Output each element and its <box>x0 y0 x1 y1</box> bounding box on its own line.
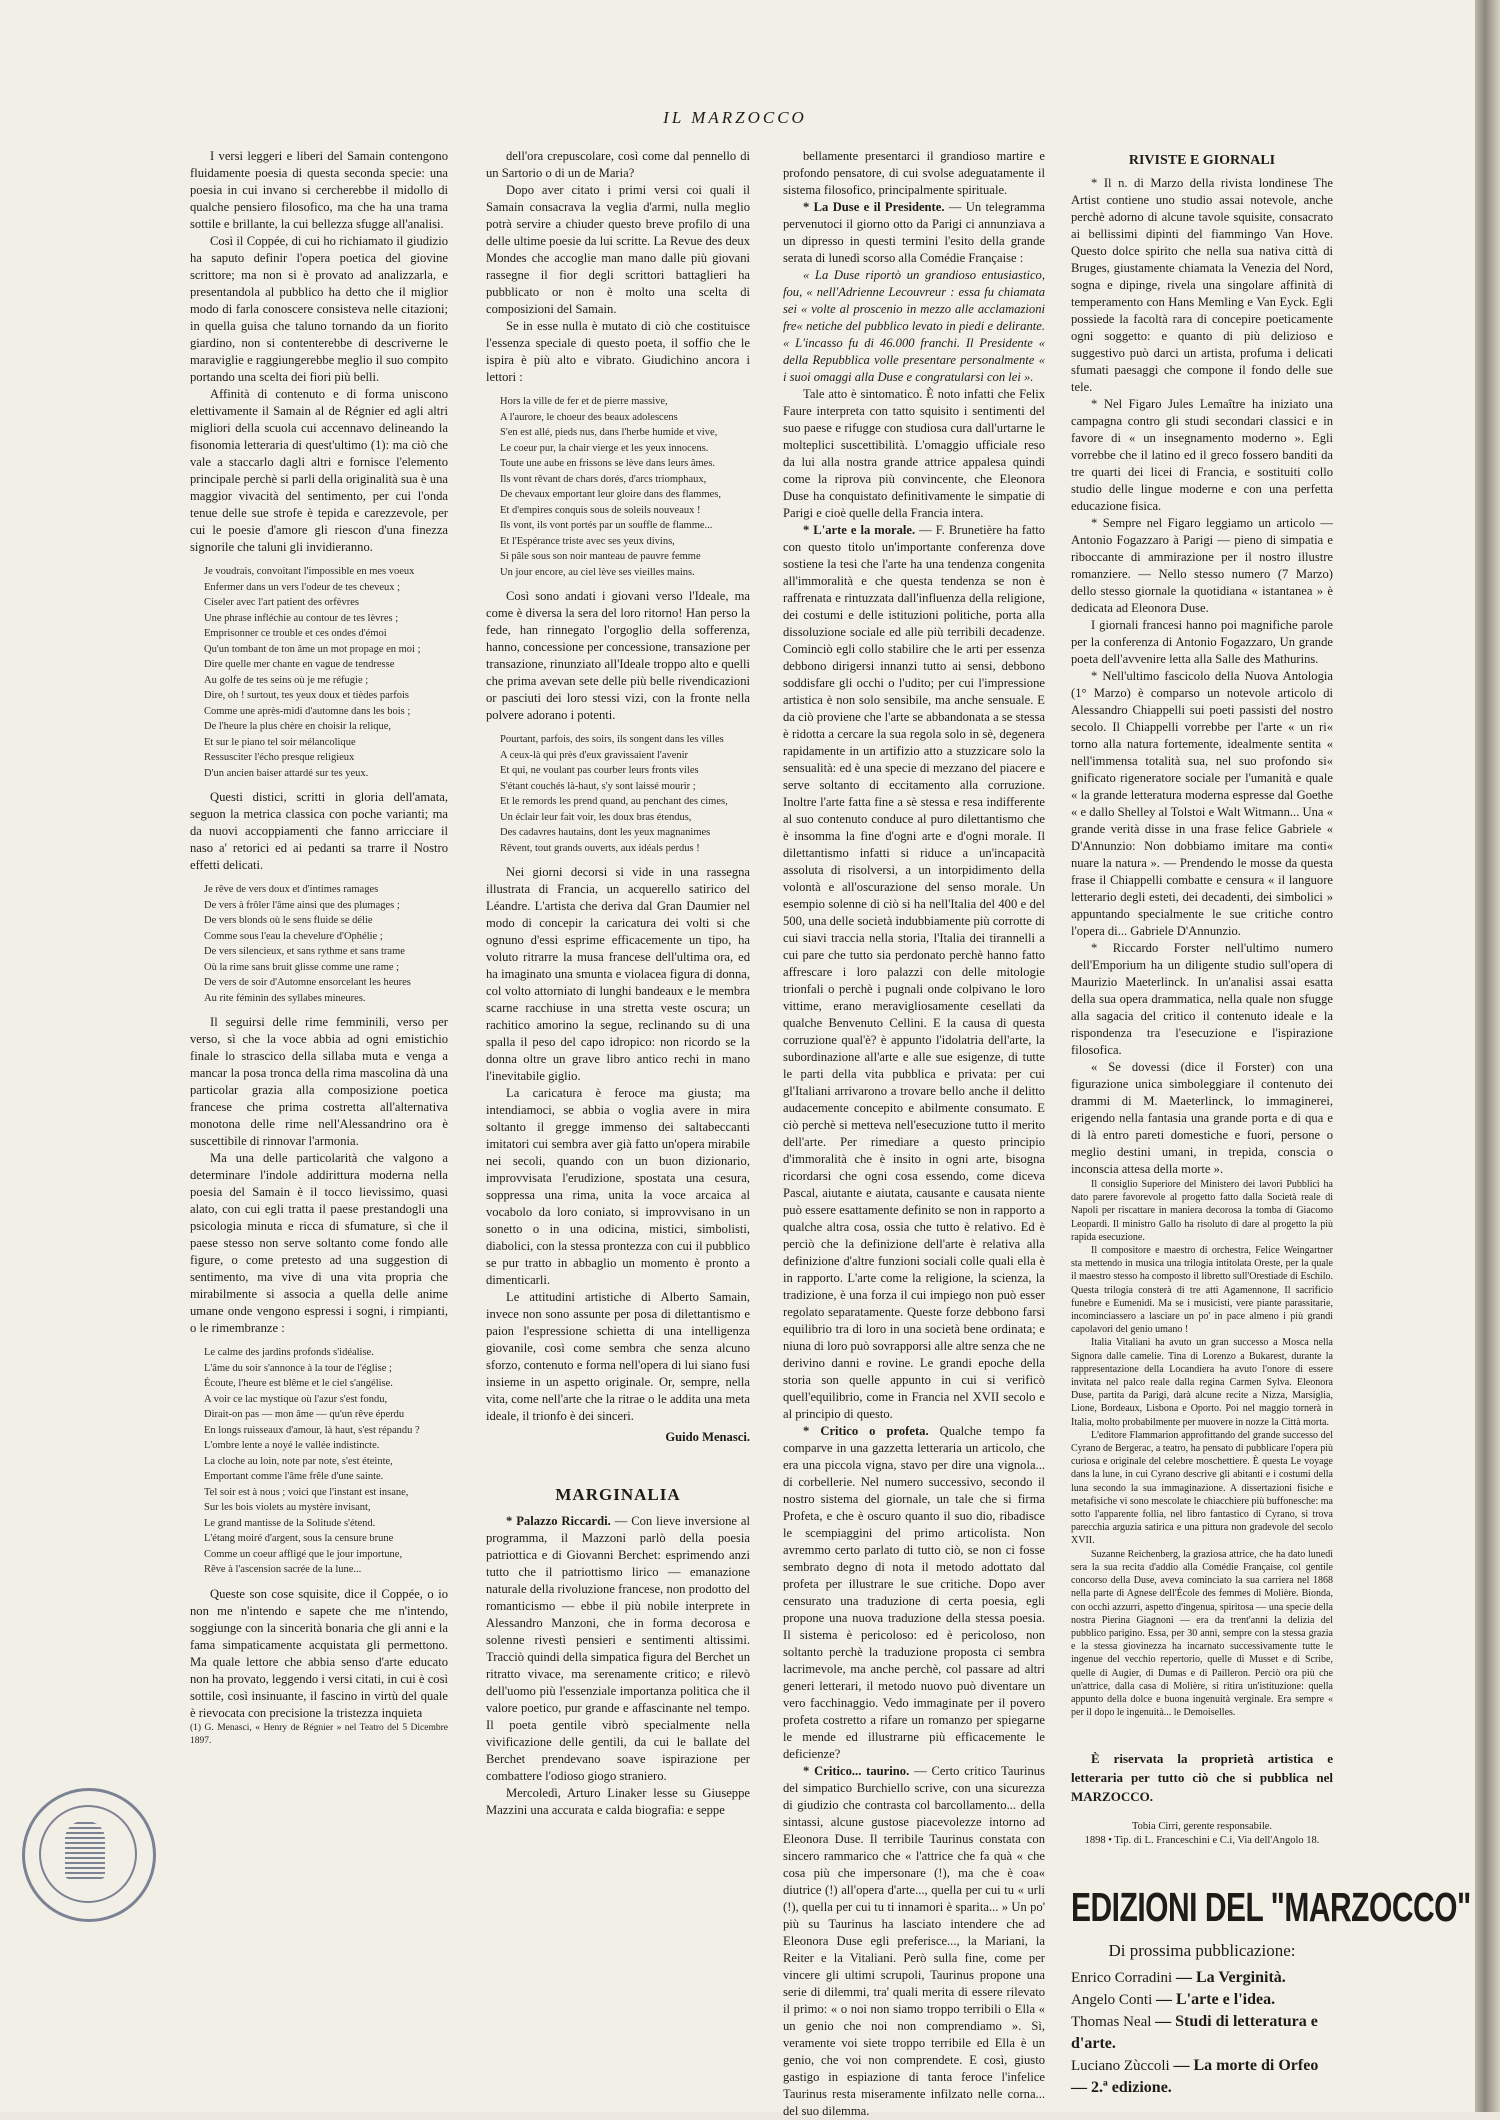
verse-line: Comme une après-midi d'automne dans les bois ; <box>204 705 411 717</box>
paragraph: bellamente presentarci il grandioso martire e profondo pensatore, di cui svolse adeguatamente il sistema filosofico, principalmente spirituale. <box>783 149 1045 197</box>
verse-line: Je voudrais, convoitant l'impossible en mes voeux <box>204 566 415 577</box>
advertisement-subtitle: Di prossima pubblicazione: <box>1108 1941 1296 1961</box>
section-title-marginalia: MARGINALIA <box>555 1485 681 1504</box>
paragraph: Così il Coppée, di cui ho richiamato il giudizio ha saputo definir l'opera poetica del giovine scrittore; ma non si è provato ad analizzarla, e presentandola al pubblico ha detto che il miglior modo di farla conoscere consisteva nelle citazioni; in quella guisa che taluno tornando da un fiorito giardino, non si contenterebbe di descriverne le maraviglie e raggiungerebbe meglio il suo compito portando una scelta dei fiori più belli. <box>190 234 448 384</box>
verse-line: L'âme du soir s'annonce à la tour de l'église ; <box>204 1362 392 1374</box>
verse-block <box>204 564 448 781</box>
verse-line: Enfermer dans un vers l'odeur de tes cheveux ; <box>204 581 401 593</box>
verse-line: Et le remords les prend quand, au penchant des cimes, <box>500 796 728 807</box>
brief: Italia Vitaliani ha avuto un gran successo a Mosca nella Signora dalle camelie. Tina di Lorenzo a Bukarest, durante la rappresentazione della Locandiera ha avuto l'onore di essere invitata nel palco reale dalla regina Carmen Sylva. Eleonora Duse, partita da Parigi, darà alcune recite a Nizza, Marsiglia, Lione, Bordeaux, Lisbona e Oporto. Poi nel maggio tornerà in Italia, molto probabilmente per muovere in nozze la Città morta. <box>1071 1337 1333 1428</box>
paragraph: I giornali francesi hanno poi magnifiche parole per la conferenza di Antonio Fogazzaro, Un grande poeta dell'avvenire letta alla Salle des Mathurins. <box>1071 618 1333 666</box>
verse-line: Si pâle sous son noir manteau de pauvre femme <box>500 551 701 562</box>
verse-line: Pourtant, parfois, des soirs, ils songent dans les villes <box>500 734 724 745</box>
verse-line: Comme un coeur affligé que le jour importune, <box>204 1548 403 1560</box>
verse-block <box>204 1345 448 1578</box>
rubric-heading: * L'arte e la morale. <box>803 523 916 537</box>
library-stamp-icon <box>22 1788 156 1922</box>
rubric-item <box>783 1423 1045 1763</box>
verse-line: L'ombre lente a noyé le vallée indistincte. <box>204 1440 380 1451</box>
ad-work: — L'arte e l'idea. <box>1156 1991 1276 2009</box>
paragraph: Le attitudini artistiche di Alberto Samain, invece non sono assunte per posa di dilettantismo e paion l'espressione schietta di una intelligenza giovanile, così come sembra che senza alcuno sforzo, contenuto e forma nell'opera di lui siano fusi insieme in un aspetto originale. Or, sempre, nella vita, come nell'arte che la ritrae o le addita una meta ideale, il trionfo è dei sinceri. <box>486 1290 750 1423</box>
verse-line: Rêvent, tout grands ouverts, aux idéals perdus ! <box>500 842 700 854</box>
ad-author: Luciano Zùccoli <box>1071 2058 1170 2075</box>
verse-line: A voir ce lac mystique où l'azur s'est fondu, <box>204 1393 388 1405</box>
rubric-text: — Certo critico Taurinus del simpatico Burchiello scrive, con una sicurezza di giudizio che contrasta col barcollamento... della sintassi, alcune gustose piacevolezze intorno ad Eleonora Duse. Il terribile Taurinus constata con sincero rammarico che « l'attrice che fa quà « che cosa più che impersonare (!), ma che è coa« diutrice (!) all'opera d'arte..., quella per cui tu « urli (!), quella per cui tu ti innamori è sparita... » Un po' più su Taurinus ha lasciato intendere che ad Eleonora Duse egli preferisce..., la Mariani, la Reiter e la Vitaliani. Però sulla fine, come per vincere gli ultimi scrupoli, Taurinus propone una serie di dilemmi, tra' quali merita di essere rilevato il primo: « o noi non siamo troppo terribili o Ella « un genio che noi non comprendiamo ». Sì, veramente voi siete troppo terribile ed Ella è un genio, che voi non comprendete. E così, giusto gastigo in espiazione di tanta feroce l'infelice Taurinus resta miseramente infilzato nelle corna... del suo dilemma. <box>783 1764 1045 2118</box>
rubric-text: Qualche tempo fa comparve in una gazzetta letteraria un articolo, che era una piccola vigna, stavo per dire una vignola... di corbellerie. Nel numero successivo, secondo il nostro sistema del giornale, un tale che si firma Profeta, e che è oscuro quanto il suo dio, ribadisce le scempiaggini del primo articolista. Non avremmo certo parlato di tutto ciò, se non ci fosse sembrato degno di nota il metodo adottato dal profeta per illustrare le sue critiche. Dopo aver censurato una traduzione di certa poesia, egli propone una nuova traduzione della stessa poesia. Il sistema è pericoloso: ed è pericoloso, non soltanto perchè la traduzione proposta ci sembra lacrimevole, ma anche perchè, col passare ad altri generi letterari, il metodo nuovo può diventare un vero facchinaggio. Vedo immaginate per il povero profeta costretto a rifare un romanzo per spiegarne le mende ed illustrarne più efficacemente le deficienze? <box>783 1424 1045 1761</box>
verse-line: L'étang moiré d'argent, sous la censure brune <box>204 1533 394 1544</box>
verse-line: De vers silencieux, et sans rythme et sans trame <box>204 946 405 957</box>
verse-line: Emprisonner ce trouble et ces ondes d'émoi <box>204 628 387 639</box>
rubric-text: — Un telegramma pervenutoci il giorno otto da Parigi ci annunziava a un dipresso in questi termini l'esito della grande serata di lunedì scorso alla Comédie Française : <box>783 200 1045 265</box>
paragraph: Se in esse nulla è mutato di ciò che costituisce l'essenza speciale di questo poeta, il soffio che le ispira è più alto e vibrato. Giudichino ancora i lettori : <box>486 319 750 384</box>
paragraph: « Se dovessi (dice il Forster) con una figurazione unica simboleggiare il contenuto dei drammi di M. Maeterlinck, lo immaginerei, erigendo nella fantasia una grande porta e di qua e di là entro pareti domestiche e fuori, persone o meglio destini umani, in trepida, conscia o inconscia attesa della morte ». <box>1071 1060 1333 1176</box>
section-title-riviste: RIVISTE E GIORNALI <box>1128 153 1276 168</box>
rubric-text: — F. Brunetière ha fatto con questo titolo un'importante conferenza dove sostiene la tesi che l'arte ha una tendenza congenita all'immoralità e che questa tendenza se non è raffrenata e rintuzzata dall'influenza della religione, dei costumi e delle istituzioni politiche, porta alla dissoluzione sociale ed alle più terribili decadenze. Cominciò egli collo stabilire che le arti per essenza debbono dirigersi innanzi tutto ai sensi, debbono soddisfare gli occhi o l'udito; per cui l'impressione artistica è non solo sensibile, ma anche sensuale. E da ciò proviene che l'arte se abbandonata a se stessa è ridotta a cercare la sua regola solo in sè, degenera rapidamente in un artifizio atto a stuzzicare solo la sensualità: ed è una specie di mezzano del piacere e serve soltanto di eccitamento alla corruzione. Inoltre l'arte fatta fine a sè stessa e resa indifferente al suo contenuto conduce al puro dilettantismo che è insomma la fine d'ogni arte e d'ogni morale. Il dilettantismo infatti si riduce a un'incapacità assoluta di risolversi, a un intorpidimento della volontà e all'oscurazione del senso morale. Un esempio solenne di ciò si ha nell'Italia del 400 e del 500, una delle società indubbiamente più corrotte di cui siavi traccia nella storia, l'Italia dei tirannelli a cui pare che tutto sia perdonato perchè hanno fatto affrescare i loro palazzi con delle mitologie trionfali o perchè i pugnali onde colpivano le loro vittime, erano meravigliosamente cesellati da qualche Benvenuto Cellini. E la causa di questa corruzione qual'è? è appunto l'idolatria dell'arte, la subordinazione all'arte e alle sue esigenze, di tutte le parti della vita pubblica e privata: per cui gl'Italiani arrivarono a trovare bello anche il delitto audacemente concepito e abilmente consumato. E ciò perchè si metteva nell'esecuzione tutto il merito dell'arte. Per rimediare a questo principio d'immoralità che è insito in ogni arte, bisogna ricordarsi che ogni cosa essendo, come diceva Pascal, aiutante e aiutata, causante e causata niente può essere esattamente definito se non in rapporto a qualche altra cosa, ossia che tutto è relativo. Ed è perciò che la definizione dell'arte è relativa alla definizione d'altre funzioni sociali colle quali ella è in rapporto. L'arte come la religione, la scienza, la tradizione, è una forza il cui impiego non può esser regolato separatamente. Queste forze debbono farsi equilibrio tra di loro in una società bene ordinata; e niuna di loro può sovrapporsi alle altre senza che ne derivino danni e rovine. Le grandi epoche della storia son quelle appunto in cui si verificò quell'equilibrio, come in Francia nel XVII secolo e al principio di questo. <box>783 523 1045 1421</box>
verse-line: Et l'Espérance triste avec ses yeux divins, <box>500 535 675 547</box>
verse-line: Hors la ville de fer et de pierre massive, <box>500 396 668 407</box>
copyright-notice <box>1071 1749 1333 1806</box>
verse-line: Au rite féminin des syllabes mineures. <box>204 992 366 1004</box>
paragraph: dell'ora crepuscolare, così come dal pennello di un Sartorio o di un de Maria? <box>486 149 750 180</box>
ad-item <box>1071 2011 1333 2055</box>
verse-line: Tel soir est à nous ; voici que l'instant est insane, <box>204 1486 409 1498</box>
verse-line: En longs ruisseaux d'amour, là haut, s'est répandu ? <box>204 1424 420 1436</box>
column-3 <box>783 148 1045 2118</box>
paragraph: Ma una delle particolarità che valgono a determinare l'indole addirittura moderna nella poesia del Samain è il tocco lievissimo, quasi alato, con cui egli tratta il paese prestandogli una psicologia minuta e ricca di sfumature, sì che il paese stesso non serve soltanto come fondo alle figure, o come pretesto ad una suggestion di sentimento, ma vive di una vita propria che mirabilmente si associa a quella delle anime umane onde vengono espressi i sogni, i rimpianti, o le rimembranze : <box>190 1151 448 1335</box>
rubric-item <box>783 522 1045 1423</box>
notice-text: È riservata la proprietà artistica e letteraria per tutto ciò che si pubblica nel MARZOCCO. <box>1071 1751 1333 1805</box>
verse-line: D'un ancien baiser attardé sur tes yeux. <box>204 767 369 779</box>
printer-line: 1898 • Tip. di L. Franceschini e C.i, Via dell'Angolo 18. <box>1084 1835 1320 1847</box>
paragraph: Affinità di contenuto e di forma uniscono elettivamente il Samain al de Régnier ed agli altri migliori della scuola cui accennavo delineando la fisonomia letteraria di quest'ultimo (1): ma ciò che vale a staccarlo dagli altri e fornisce l'elemento principale perchè si parli della originalità sua è una maggior vivacità del sentimento, per cui l'onda tenue delle sue strofe è tepida e carezzevole, per cui le poesie d'amore gli riescon d'una finezza signorile che taluni gli invidieranno. <box>190 387 448 554</box>
paragraph: Tale atto è sintomatico. È noto infatti che Felix Faure interpreta con tatto squisito i sentimenti del suo paese e rifugge con studiosa cura dall'urtarne le molteplici suscettibilità. L'omaggio ufficiale reso da lui alla nostra grande attrice appalesa quindi come la riprova più convincente, che Eleonora Duse ha conquistato definitivamente le simpatie di Parigi e cioè quelle della Francia intera. <box>783 387 1045 520</box>
verse-line: Des cadavres hautains, dont les yeux magnanimes <box>500 827 711 838</box>
column-4 <box>1071 148 1471 2097</box>
ad-item <box>1071 2055 1333 2099</box>
verse-line: Le coeur pur, la chair vierge et les yeux innocens. <box>500 442 709 454</box>
verse-line: Écoute, l'heure est blême et le ciel s'angélise. <box>204 1378 393 1389</box>
column-2 <box>486 148 750 1933</box>
news-briefs <box>1071 1178 1333 1719</box>
verse-line: De vers de soir d'Automne ensorcelant les heures <box>204 977 411 988</box>
verse-line: Un jour encore, au ciel lève ses vieilles mains. <box>500 566 695 578</box>
rubric-item <box>486 1513 750 1785</box>
verse-line: Le grand mantisse de la Solitude s'étend. <box>204 1517 376 1529</box>
verse-line: S'en est allé, pieds nus, dans l'herbe humide et vive, <box>500 427 718 438</box>
verse-line: Dire, oh ! surtout, tes yeux doux et tièdes parfois <box>204 690 409 701</box>
verse-line: A ceux-là qui près d'eux gravissaient l'avenir <box>500 749 689 761</box>
ad-item <box>1071 1967 1333 1989</box>
paragraph: La caricatura è feroce ma giusta; ma intendiamoci, se abbia o voglia avere in mira soltanto il gregge immenso dei saltabeccanti imitatori cui sembra aver già fatto un'opera mirabile nei secoli, quando con un buon dizionario, improvvisata l'erudizione, spostata una cesura, soppressa una rima, unita la voce arcaica al vocabolo da loro coniato, si improvvisano in un sonetto o in una odicina, mistici, simbolisti, diabolici, con la stessa prontezza con cui il pubblico se pur tratto in abbaglio un momento è pronto a dimenticarli. <box>486 1086 750 1287</box>
verse-line: Emportant comme l'âme frêle d'une sainte. <box>204 1471 384 1482</box>
verse-line: Ils vont, ils vont portés par un souffle de flamme... <box>500 520 713 531</box>
verse-line: Toute une aube en frissons se lève dans leurs âmes. <box>500 458 716 469</box>
verse-line: Dirait-on pas — mon âme — qu'un rêve éperdu <box>204 1409 405 1420</box>
paragraph: * Nel Figaro Jules Lemaître ha iniziato una campagna contro gli studi secondari classici e in favore di « un insegnamento moderno ». Egli vorrebbe che il latino ed il greco fossero banditi da tre quarti dei licei di Francia, e sostituiti collo studio delle lingue moderne e con una perfetta educazione fisica. <box>1071 397 1333 513</box>
paragraph: * Il n. di Marzo della rivista londinese The Artist contiene uno studio assai notevole, anche perchè adorno di alcune tavole squisite, consacrato ai bellissimi dipinti del fiammingo Van Hove. Questo dolce spirito che nella sua nativa città di Bruges, giustamente chiamata la Venezia del Nord, sogna e dipinge, rivela una singolare affinità di temperamento con Hans Memling e Van Eyck. Egli possiede la facoltà rara di concepire poeticamente ogni soggetto: e quanto di più delizioso e suggestivo può darci un artista, profuma i delicati sfumati paesaggi che compone il fondo delle sue tele. <box>1071 176 1333 394</box>
verse-line: De chevaux emportant leur gloire dans des flammes, <box>500 489 722 500</box>
rubric-item <box>783 1763 1045 2120</box>
paragraph: Questi distici, scritti in gloria dell'amata, seguon la metrica classica con poche varianti; ma da nuovi accoppiamenti che fanno arricciare il naso a' retorici ed ai pedanti sa trarre il Nostro effetti delicati. <box>190 790 448 872</box>
footnote: (1) G. Menasci, « Henry de Régnier » nel Teatro del 5 Dicembre 1897. <box>190 1722 448 1746</box>
verse-line: De vers à frôler l'âme ainsi que des plumages ; <box>204 899 400 911</box>
brief: Suzanne Reichenberg, la graziosa attrice, che ha dato lunedì sera la sua recita d'addio alla Comédie Française, col gentile concorso della Duse, aveva cominciato la sua carriera nel 1868 nella parte di Agnese dell'École des femmes di Molière. Bionda, con occhi azzurri, aspetto d'ingenua, spiritosa — una specie della nostra Pierina Giagnoni — era da trent'anni la delizia del pubblico parigino. Essa, per 30 anni, sempre con la stessa grazia e la stessa giovinezza ha incarnato successivamente tutte le ingenue del vecchio repertorio, quelle di Musset e di Scribe, quelle di Augier, di Dumas e di Pailleron. Perciò ora più che un'attrice, dalla casa di Molière, si ritira un'istituzione: quella appunto della dolce e buona ingenuità verginale. Era sempre « per il dopo le ingenuità... le Demoiselles. <box>1071 1548 1333 1719</box>
column-1 <box>190 148 448 1923</box>
brief: Il consiglio Superiore del Ministero dei lavori Pubblici ha dato parere favorevole al progetto fatto dalla Società reale di Napoli per riscattare in maniera decorosa la tomba di Giacomo Leopardi. Il ministro Gallo ha risoluto di dare al progetto la più rapida esecuzione. <box>1071 1179 1333 1243</box>
verse-line: S'étant couchés là-haut, s'y sont laissé mourir ; <box>500 780 696 792</box>
verse-line: De vers blonds où le sens fluide se délie <box>204 915 373 926</box>
ad-work: — La morte di Orfeo — 2.ª edizione. <box>1071 2057 1319 2097</box>
verse-line: Une phrase infléchie au contour de tes lèvres ; <box>204 612 399 624</box>
paragraph: * Riccardo Forster nell'ultimo numero dell'Emporium ha un diligente studio sull'opera di Maurizio Maeterlinck. In un'analisi assai esatta della sua opera drammatica, nella quale non sfugge alla sagacia del critico il contenuto ideale e la rispondenza tra l'esecuzione e l'ispirazione filosofica. <box>1071 941 1333 1057</box>
verse-line: Sur les bois violets au mystère invisant, <box>204 1502 371 1513</box>
verse-block <box>204 882 448 1006</box>
rubric-item <box>783 199 1045 267</box>
ad-work: — Studi di letteratura e d'arte. <box>1071 2013 1318 2053</box>
brief: Il compositore e maestro di orchestra, Felice Weingartner sta mettendo in musica una trilogia intitolata Oreste, per la quale il maestro stesso ha composto il libretto sull'Orestiade di Eschilo. Questa trilogia consterà di tre atti Agamennone, Il sacrificio funebre e Eumenidi. Ma se i musicisti, vere piante parassitarie, incominciassero a lasciare un po' in pace almeno i più grandi capolavori del genio umano ! <box>1071 1245 1333 1336</box>
verse-line: Ils vont rêvant de chars dorés, d'arcs triomphaux, <box>500 473 707 485</box>
verse-line: Dire quelle mer chante en vague de tendresse <box>204 659 395 670</box>
page-header: IL MARZOCCO <box>663 108 807 127</box>
ad-item <box>1071 1989 1333 2011</box>
verse-line: Où la rime sans bruit glisse comme une rame ; <box>204 961 400 973</box>
rubric-heading: * Critico o profeta. <box>803 1424 929 1438</box>
paragraph: Nei giorni decorsi si vide in una rassegna illustrata di Francia, un acquerello satirico del Léandre. L'artista che deriva dal Gran Daumier nel modo di concepir la caricatura dei volti si che ognuno d'essi esprime efficacemente un tipo, ha voluto ritrarre la musa francese dell'ultima ora, ed ha imaginato una smunta e violacea figura di donna, col volto attorniato di lunghi bandeaux e le membra scarne racchiuse in una stretta veste oscura; un rachitico amorino la segue, reclinando su di una spalla il peso del capo idropico: non ricordo se la donna oltre un grave libro antico rechi in mano l'inevitabile giglio. <box>486 865 750 1083</box>
paragraph: Mercoledì, Arturo Linaker lesse su Giuseppe Mazzini una accurata e calda biografia: e seppe <box>486 1786 750 1817</box>
verse-line: Comme sous l'eau la chevelure d'Ophélie ; <box>204 930 383 942</box>
verse-block <box>500 394 750 580</box>
verse-line: De l'heure la plus chère en choisir la relique, <box>204 721 392 732</box>
verse-line: A l'aurore, le choeur des beaux adolescens <box>500 411 678 423</box>
paragraph: * Nell'ultimo fascicolo della Nuova Antologia (1° Marzo) è comparso un notevole articolo di Alessandro Chiappelli sui poeti passisti del nostro secolo. Il Chiappelli vorrebbe per l'arte « un ri« torno alla natura fortemente, idealmente sentita « nell'immensa totalità sua, nel suo profondo si« gnificato rigeneratore sociale per l'umanità e quale « la grande letteratura moderna espresse dal Goethe « e dallo Shelley al Tolstoi e Walt Witmann... Una « grande verità disse in una frase felice Gabriele « D'Annunzio: Non dobbiamo imitare ma conti« nuare la natura ». — Prendendo le mosse da questa frase il Chiappelli combatte e censura « il languore letterario degli esteti, dei decadenti, dei simbolici » appuntando specialmente le sue critiche contro l'opera di... Gabriele D'Annunzio. <box>1071 669 1333 938</box>
brief: L'editore Flammarion approfittando del grande successo del Cyrano de Bergerac, a teatro, ha pensato di pubblicare l'opera più curiosa e originale del celebre moschettiere. È questa Le voyage dans la lune, in cui Cyrano descrive gli abitanti e i costumi della luna secondo la sua immaginazione. A dissertazioni fisiche e metafisiche vi sono mescolate le chiacchiere più buffonesche: ma sotto l'apparente follia, nel libro fantastico di Cyrano, si trova parecchia arguzia satirica e una pittura non gradevole del secolo XVII. <box>1071 1429 1333 1547</box>
verse-line: Et qui, ne voulant pas courber leurs fronts viles <box>500 765 699 776</box>
imprint <box>1071 1820 1333 1848</box>
verse-line: Au golfe de tes seins où je me réfugie ; <box>204 674 369 686</box>
ad-author: Enrico Corradini <box>1071 1970 1173 1987</box>
verse-line: Ciseler avec l'art patient des orfèvres <box>204 597 359 608</box>
paragraph: Così sono andati i giovani verso l'Ideale, ma come è diversa la sera del loro ritorno! Han perso la fede, han rinnegato l'orgoglio della sofferenza, hanno, concessione per concessione, transazione per transazione, rinunziato all'Ideale troppo alto e quelli che prima avevan sete delle più belle rivendicazioni or pasciuti dei loro stessi vizi, con la fronte nella polvere adorano i potenti. <box>486 589 751 722</box>
rubric-text: — Con lieve inversione al programma, il Mazzoni parlò della poesia patriottica e di Giovanni Berchet: esprimendo anzi tutto che il patriottismo lirico — emanazione naturale della rivoluzione francese, non prodotto del romanticismo — ebbe il più nobile interprete in Alessandro Manzoni, che in forma decorosa e solenne rivestì pensieri e sentimenti altissimi. Tracciò quindi della simpatica figura del Berchet un ritratto vivace, ma serenamente critico; e rilevò dell'uomo più l'essenziale importanza politica che il valore poetico, pur grande e affascinante nel tempo. Il poeta gentile vibrò specialmente nella vivificazione delle gentili, da cui le ballate del Berchet prendevano soave ispirazione per combattere l'odioso giogo straniero. <box>486 1514 750 1783</box>
article-signature: Guido Menasci. <box>665 1430 750 1444</box>
rubric-heading: * Palazzo Riccardi. <box>506 1514 611 1528</box>
verse-line: Le calme des jardins profonds s'idéalise. <box>204 1347 374 1358</box>
paragraph: * Sempre nel Figaro leggiamo un articolo — Antonio Fogazzaro à Parigi — pieno di simpatia e riboccante di ammirazione per il nostro illustre romanziere. — Nello stesso numero (7 Marzo) dello stesso giornale la quotidiana « istantanea » è dedicata ad Eleonora Duse. <box>1071 516 1333 615</box>
verse-line: Qu'un tombant de ton âme un mot propage en moi ; <box>204 643 421 655</box>
verse-line: Je rêve de vers doux et d'intimes ramages <box>204 884 379 895</box>
ad-author: Angelo Conti <box>1071 1992 1153 2009</box>
ad-work: — La Verginità. <box>1175 1969 1286 1987</box>
verse-line: Ressusciter l'écho presque religieux <box>204 752 355 763</box>
verse-line: Et sur le piano tel soir mélancolique <box>204 736 356 748</box>
verse-line: Et d'empires conquis sous de soleils nouveaux ! <box>500 504 701 516</box>
paragraph: I versi leggeri e liberi del Samain contengono fluidamente poesia di questa seconda specie: una poesia in cui invano si cercherebbe il midollo di qualche pensiero filosofico, ma che ha una trama sottile e brillante, la cui bellezza sfugge all'analisi. <box>190 149 448 231</box>
paragraph: Il seguirsi delle rime femminili, verso per verso, sì che la voce abbia ad ogni emistichio finale lo strascico della sillaba muta e venga a mancar la posa tronca della rima mascolina dà una particolar grazia alla composizione poetica francese che prima costretta all'alternativa monotona delle rime nell'Alessandrino ora è suscettibile di rinnovar l'armonia. <box>190 1015 448 1148</box>
verse-block <box>500 732 750 856</box>
quotation: « La Duse riportò un grandioso entusiastico, fou, « nell'Adrienne Lecouvreur : essa fu chiamata sei « volte al proscenio in mezzo alle acclamazioni fre« netiche del pubblico levato in piedi e delirante. « L'incasso fu di 46.000 franchi. Il Presidente « della Repubblica volle presentare personalmente « i suoi omaggi alla Duse e congratularsi con lei ». <box>783 268 1045 384</box>
manager-line: Tobia Cirri, gerente responsabile. <box>1131 1821 1273 1833</box>
page-edge <box>1475 0 1500 2112</box>
verse-line: Un éclair leur fait voir, les doux bras étendus, <box>500 811 692 823</box>
rubric-heading: * La Duse e il Presidente. <box>803 200 945 214</box>
verse-line: Rêve à l'ascension sacrée de la lune... <box>204 1564 362 1575</box>
paragraph: Queste son cose squisite, dice il Coppée, o io non me n'intendo e sapete che me n'intendo, soggiunge con la sincerità bonaria che gli anni e la fama simpaticamente acquistata gli permettono. Ma quale lettore che abbia senso d'arte educato non ha provato, leggendo i versi citati, in cui è così sottile, così insinuante, il fascino in virtù del quale è rievocata con precisione la tristezza inquieta <box>190 1586 448 1720</box>
advertisement-title: EDIZIONI DEL "MARZOCCO" <box>1071 1886 1471 1931</box>
rubric-heading: * Critico... taurino. <box>803 1764 910 1778</box>
ad-author: Thomas Neal <box>1071 2014 1152 2031</box>
paragraph: Dopo aver citato i primi versi coi quali il Samain consacrava la veglia d'armi, nulla meglio potrà servire a chiuder questo breve profilo di una delle ultime poesie da lui scritte. La Revue des deux Mondes che accoglie man mano dalle più giovani rassegne il fior degli scrittori battaglieri ha pubblicato or non è molto una scelta di composizioni del Samain. <box>486 183 750 316</box>
verse-line: La cloche au loin, note par note, s'est éteinte, <box>204 1455 393 1467</box>
